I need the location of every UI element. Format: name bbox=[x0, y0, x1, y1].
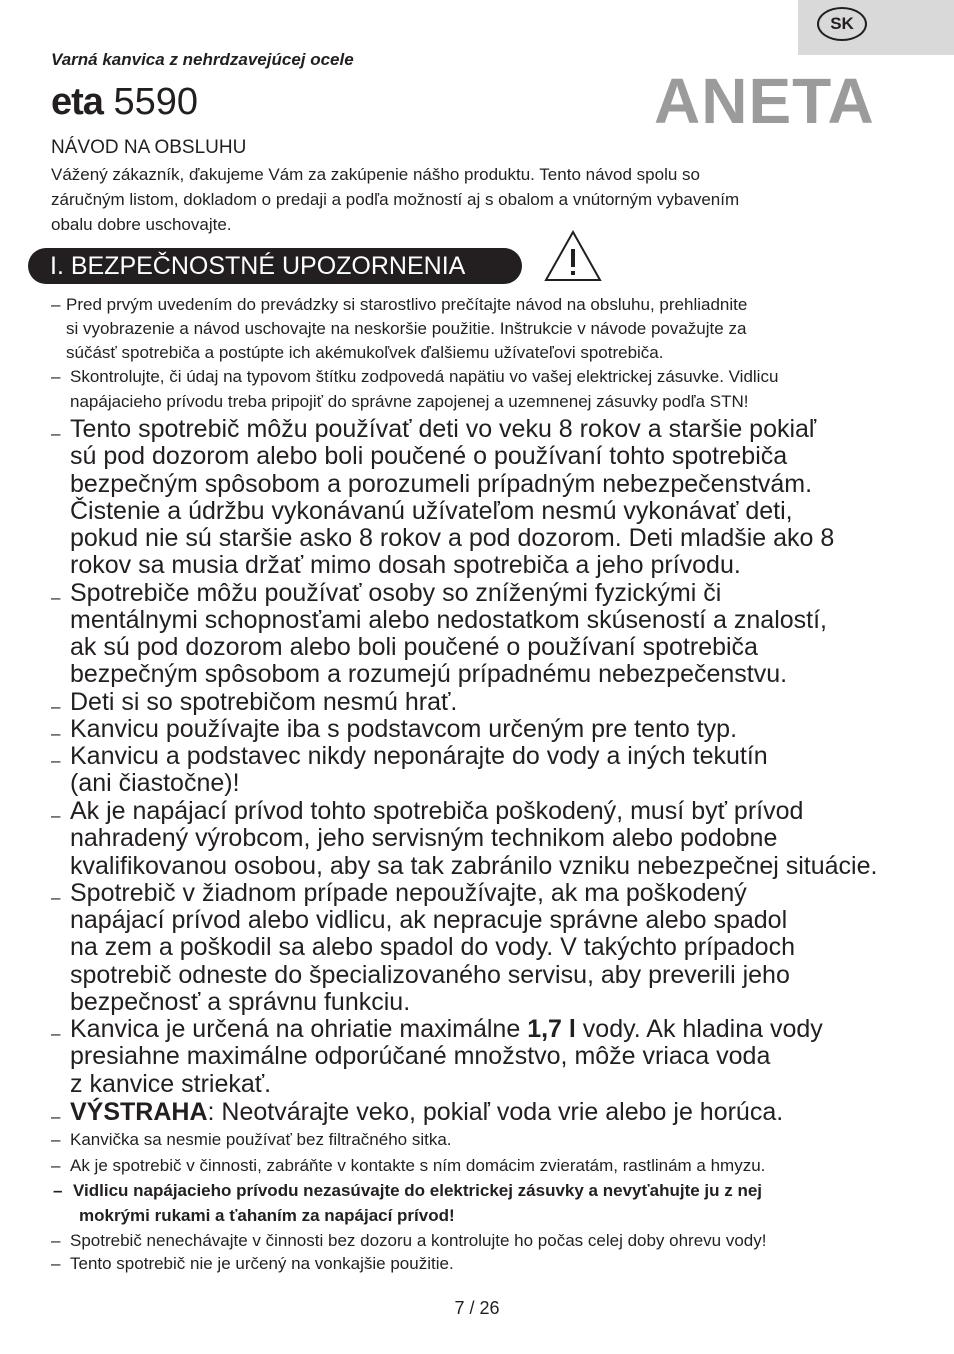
manual-title: NÁVOD NA OBSLUHU bbox=[51, 137, 247, 158]
item-line: bezpečným spôsobom a rozumejú prípadnému nebezpečenstvu. bbox=[70, 660, 788, 688]
page-current: 7 bbox=[454, 1298, 465, 1318]
item-line: sú pod dozorom alebo boli poučené o používaní tohto spotrebiča bbox=[70, 442, 788, 470]
item-line: na zem a poškodil sa alebo spadol do vody. V takýchto prípadoch bbox=[70, 933, 795, 961]
item-dash: – bbox=[51, 424, 61, 443]
item-dash: – bbox=[51, 588, 61, 607]
model-number: 5590 bbox=[113, 81, 199, 123]
item-line: kvalifikovanou osobou, aby sa tak zabránilo vzniku nebezpečnej situácie. bbox=[70, 852, 878, 880]
section-title: I. BEZPEČNOSTNÉ UPOZORNENIA bbox=[28, 248, 522, 284]
item-line: si vyobrazenie a návod uschovajte na neskoršie použitie. Inštrukcie v návode považujte za bbox=[66, 319, 747, 338]
item-line: napájacieho prívodu treba pripojiť do správne zapojenej a uzemnenej zásuvky podľa STN! bbox=[70, 392, 749, 411]
item-dash: – bbox=[51, 295, 61, 314]
item-line: Spotrebič v žiadnom prípade nepoužívajte, ak ma poškodený bbox=[70, 879, 747, 907]
model-brand: eta bbox=[51, 81, 103, 123]
item-dash: – bbox=[51, 1130, 61, 1149]
item-line: spotrebič odneste do špecializovaného servisu, aby preverili jeho bbox=[70, 961, 790, 989]
item-line: ak sú pod dozorom alebo boli poučené o používaní spotrebiča bbox=[70, 633, 758, 661]
item-dash: – bbox=[51, 1024, 61, 1043]
item-line: napájací prívod alebo vidlicu, ak nepracuje správne alebo spadol bbox=[70, 906, 788, 934]
item-line: rokov sa musia držať mimo dosah spotrebiča a jeho prívodu. bbox=[70, 551, 741, 579]
capacity-value: 1,7 l bbox=[527, 1015, 576, 1043]
item-line: bezpečnosť a správnu funkciu. bbox=[70, 988, 411, 1016]
item-line: Spotrebič nenechávajte v činnosti bez dozoru a kontrolujte ho počas celej doby ohrevu vody! bbox=[70, 1231, 767, 1250]
item-line: Vidlicu napájacieho prívodu nezasúvajte do elektrickej zásuvky a nevyťahujte ju z nej bbox=[73, 1181, 763, 1200]
language-tab bbox=[798, 0, 954, 55]
item-line: mokrými rukami a ťahaním za napájací prívod! bbox=[79, 1206, 455, 1225]
item-line: mentálnymi schopnosťami alebo nedostatkom skúseností a znalostí, bbox=[70, 606, 827, 634]
item-line: Kanvicu používajte iba s podstavcom určeným pre tento typ. bbox=[70, 715, 738, 743]
item-line: bezpečným spôsobom a porozumeli prípadným nebezpečenstvám. bbox=[70, 470, 813, 498]
model-heading bbox=[51, 78, 198, 126]
item-dash: – bbox=[51, 724, 61, 743]
item-dash: – bbox=[51, 888, 61, 907]
item-line: pokud nie sú staršie asko 8 rokov a pod dozorom. Deti mladšie ako 8 bbox=[70, 524, 835, 552]
item-line: Pred prvým uvedením do prevádzky si starostlivo prečítajte návod na obsluhu, prehliadnite bbox=[66, 295, 748, 314]
item-line: Kanvicu a podstavec nikdy neponárajte do vody a iných tekutín bbox=[70, 742, 768, 770]
item-dash: – bbox=[51, 1254, 61, 1273]
intro-line: záručným listom, dokladom o predaji a podľa možností aj s obalom a vnútorným vybavením bbox=[51, 190, 740, 209]
item-dash: – bbox=[51, 697, 61, 716]
item-dash: – bbox=[51, 1156, 61, 1175]
item-dash: – bbox=[51, 1107, 61, 1126]
language-badge: SK bbox=[817, 7, 867, 41]
item-dash: – bbox=[51, 751, 61, 770]
item-line: presiahne maximálne odporúčané množstvo, môže vriaca voda bbox=[70, 1042, 771, 1070]
item-line: z kanvice striekať. bbox=[70, 1070, 272, 1098]
item-dash: – bbox=[51, 1231, 61, 1250]
item-line: súčásť spotrebiča a postúpte ich akémukoľvek ďalšiemu užívateľovi spotrebiča. bbox=[66, 343, 664, 362]
brand-logo: ANETA bbox=[654, 65, 875, 137]
item-line bbox=[70, 1099, 783, 1126]
warning-triangle-icon bbox=[543, 229, 603, 283]
item-line bbox=[70, 1016, 823, 1043]
item-text: Kanvica je určená na ohriatie maximálne bbox=[70, 1015, 528, 1043]
page-separator: / bbox=[464, 1298, 480, 1318]
item-line: Spotrebiče môžu používať osoby so zníženými fyzickými či bbox=[70, 579, 722, 607]
product-subtitle: Varná kanvica z nehrdzavejúcej ocele bbox=[51, 50, 354, 69]
item-line: Čistenie a údržbu vykonávanú užívateľom nesmú vykonávať deti, bbox=[70, 497, 793, 525]
item-line: Ak je spotrebič v činnosti, zabráňte v kontakte s ním domácim zvieratám, rastlinám a hmyzu. bbox=[70, 1156, 766, 1175]
item-line: nahradený výrobcom, jeho servisným technikom alebo podobne bbox=[70, 824, 778, 852]
item-line: Deti si so spotrebičom nesmú hrať. bbox=[70, 688, 458, 716]
intro-text bbox=[51, 162, 911, 237]
item-text: : Neotvárajte veko, pokiaľ voda vrie alebo je horúca. bbox=[207, 1098, 784, 1126]
page-number bbox=[0, 1298, 954, 1319]
intro-line: obalu dobre uschovajte. bbox=[51, 215, 232, 234]
warning-label: VÝSTRAHA bbox=[70, 1098, 208, 1126]
item-line: Ak je napájací prívod tohto spotrebiča poškodený, musí byť prívod bbox=[70, 797, 804, 825]
item-dash: – bbox=[51, 367, 61, 386]
item-text: vody. Ak hladina vody bbox=[575, 1015, 823, 1043]
page-total: 26 bbox=[479, 1298, 500, 1318]
intro-line: Vážený zákazník, ďakujeme Vám za zakúpenie nášho produktu. Tento návod spolu so bbox=[51, 165, 700, 184]
item-line: Tento spotrebič môžu používať deti vo veku 8 rokov a staršie pokiaľ bbox=[70, 415, 817, 443]
item-line: Skontrolujte, či údaj na typovom štítku zodpovedá napätiu vo vašej elektrickej zásuvke. Vidlicu bbox=[70, 367, 779, 386]
item-line: Kanvička sa nesmie používať bez filtračného sitka. bbox=[70, 1130, 452, 1149]
item-dash: – bbox=[53, 1181, 63, 1200]
item-dash: – bbox=[51, 806, 61, 825]
item-line: Tento spotrebič nie je určený na vonkajšie použitie. bbox=[70, 1254, 454, 1273]
item-line: (ani čiastočne)! bbox=[70, 769, 240, 797]
